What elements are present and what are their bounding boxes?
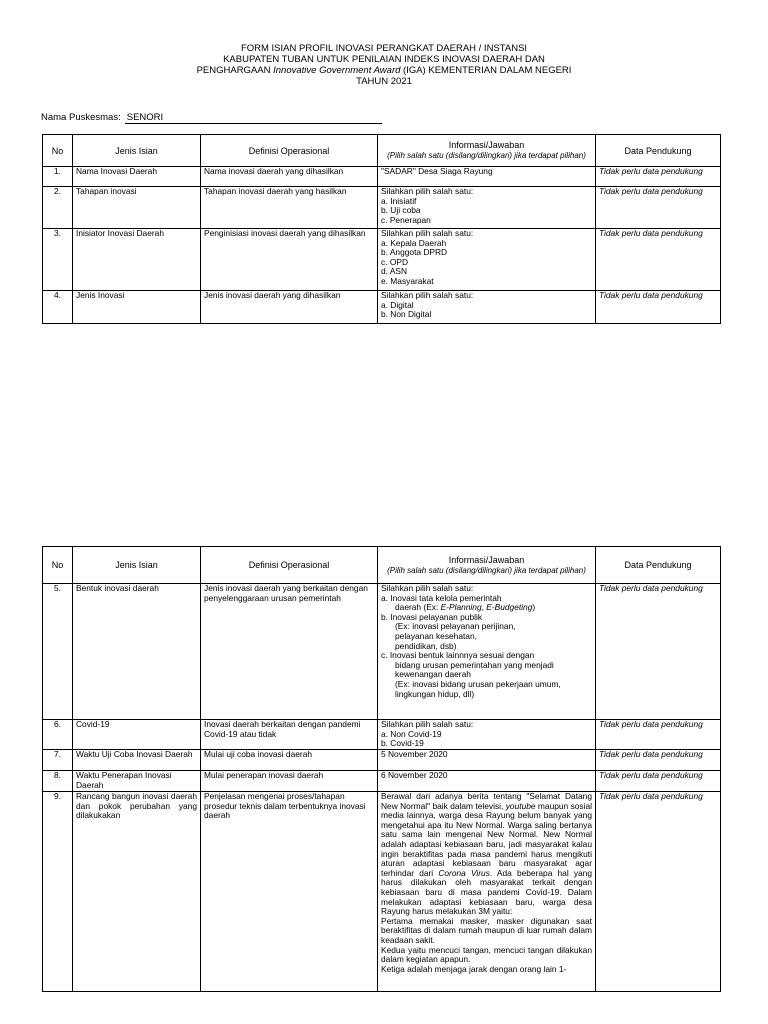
example-text: daerah (Ex: (395, 602, 441, 613)
option-item[interactable]: a. Inovasi tata kelola pemerintah (381, 592, 502, 603)
row-jenis: Covid-19 (73, 720, 201, 750)
table-row (43, 187, 721, 229)
option-item[interactable]: c. OPD (381, 256, 408, 267)
header-informasi-label: Informasi/Jawaban (448, 140, 525, 150)
row-info[interactable]: 6 November 2020 (378, 771, 596, 792)
row-definisi: Jenis inovasi daerah yang berkaitan dengan penyelenggaraan urusan pemerintah (201, 584, 378, 720)
row-definisi: Jenis inovasi daerah yang dihasilkan (201, 291, 378, 324)
header-informasi (378, 135, 596, 167)
table-row (43, 167, 721, 187)
row-jenis: Bentuk inovasi daerah (73, 584, 201, 720)
header-no: No (43, 135, 73, 167)
option-example: (Ex: inovasi bidang urusan pekerjaan umum, (395, 678, 561, 689)
row-jenis: Tahapan inovasi (73, 187, 201, 229)
header-informasi (378, 547, 596, 584)
table-header-row (43, 135, 721, 167)
row-definisi: Tahapan inovasi daerah yang hasilkan (201, 187, 378, 229)
title-line-2: KABUPATEN TUBAN UNTUK PENILAIAN INDEKS INOVASI DAERAH DAN (223, 54, 545, 65)
option-item[interactable]: e. Masyarakat (381, 275, 434, 286)
header-definisi: Definisi Operasional (201, 135, 378, 167)
info-lead: Silahkan pilih salah satu: (381, 228, 474, 238)
option-item[interactable]: a. Non Covid-19 (381, 728, 442, 739)
option-continuation: bidang urusan pemerintahan yang menjadi (395, 659, 554, 670)
nama-puskesmas-field (41, 112, 382, 124)
row-definisi: Inovasi daerah berkaitan dengan pandemi Covid-19 atau tidak (201, 720, 378, 750)
row-pendukung: Tidak perlu data pendukung (596, 750, 721, 771)
title-line-3-pre: PENGHARGAAN (196, 65, 274, 76)
form-table-2 (42, 546, 721, 992)
option-item[interactable]: b. Covid-19 (381, 738, 424, 749)
row-jenis: Rancang bangun inovasi daerah dan pokok perubahan yang dilakukakan (73, 792, 201, 992)
row-definisi: Mulai penerapan inovasi daerah (201, 771, 378, 792)
row-no: 2. (43, 187, 73, 229)
info-paragraph-4: Ketiga adalah menjaga jarak dengan orang lain 1- (381, 963, 567, 974)
table-row (43, 291, 721, 324)
row-jenis: Inisiator Inovasi Daerah (73, 229, 201, 291)
title-line-1: FORM ISIAN PROFIL INOVASI PERANGKAT DAERAH / INSTANSI (240, 43, 528, 54)
paragraph-italic: youtube (505, 800, 536, 811)
option-example: pelayanan kesehatan, (395, 630, 477, 641)
row-no: 5. (43, 584, 73, 720)
header-pendukung: Data Pendukung (596, 135, 721, 167)
row-pendukung: Tidak perlu data pendukung (596, 291, 721, 324)
paragraph-italic: Corona Virus (438, 867, 490, 878)
option-item[interactable]: b. Inovasi pelayanan publik (381, 611, 483, 622)
header-jenis: Jenis Isian (73, 547, 201, 584)
row-info (378, 291, 596, 324)
option-item[interactable]: b. Non Digital (381, 309, 432, 320)
row-pendukung: Tidak perlu data pendukung (596, 187, 721, 229)
table-row (43, 229, 721, 291)
row-pendukung: Tidak perlu data pendukung (596, 771, 721, 792)
row-jenis: Nama Inovasi Daerah (73, 167, 201, 187)
row-info[interactable]: 5 November 2020 (378, 750, 596, 771)
option-item[interactable]: d. ASN (381, 266, 408, 277)
option-item[interactable]: c. Penerapan (381, 214, 431, 225)
paragraph-text: . Ada beberapa hal yang harus dilakukan oleh masyarakat terkait dengan kebiasaan baru di masa pandemi Covid-19. Dalam melakukan adaptasi kebiasaan baru, warga desa Rayung harus melakukan 3M yaitu: (381, 867, 592, 917)
header-informasi-label: Informasi/Jawaban (448, 554, 525, 565)
row-jenis: Waktu Uji Coba Inovasi Daerah (73, 750, 201, 771)
nama-puskesmas-value[interactable]: SENORI (125, 112, 382, 124)
row-no: 8. (43, 771, 73, 792)
header-pendukung: Data Pendukung (596, 547, 721, 584)
table-row (43, 792, 721, 992)
paragraph-text: Berawal dari adanya berita tentang "Selamat Datang New Normal" baik dalam televisi, (381, 791, 592, 811)
example-text: , (481, 602, 487, 613)
option-example: (Ex: inovasi pelayanan perijinan, (395, 621, 516, 632)
row-no: 3. (43, 229, 73, 291)
row-pendukung: Tidak perlu data pendukung (596, 584, 721, 720)
info-lead: Silahkan pilih salah satu: (381, 719, 474, 729)
option-example: lingkungan hidup, dll) (395, 688, 475, 699)
option-example: pendidikan, dsb) (395, 640, 457, 651)
title-line-3-post: (IGA) KEMENTERIAN DALAM NEGERI (400, 65, 572, 76)
table-row (43, 720, 721, 750)
header-informasi-sub: (Pilih salah satu (disilang/dilingkari) jika terdapat pilihan) (387, 151, 586, 160)
row-info[interactable] (378, 792, 596, 992)
title-line-3-italic: Innovative Government Award (273, 65, 401, 76)
option-item[interactable]: a. Inisiatif (381, 195, 417, 206)
option-item[interactable]: b. Uji coba (381, 205, 421, 216)
table-row (43, 750, 721, 771)
row-info (378, 187, 596, 229)
header-jenis: Jenis Isian (73, 135, 201, 167)
example-text: ) (532, 602, 536, 613)
table-row (43, 771, 721, 792)
row-pendukung: Tidak perlu data pendukung (596, 229, 721, 291)
title-line-3 (0, 65, 768, 76)
paragraph-text: maupun sosial media lainnya, warga desa Rayung belum banyak yang mengetahui apa itu New Normal. Warga saling bertanya satu sama lain mengenai New Normal. New Normal adalah adaptasi kebiasaan baru, jadi masyarakat kalau ingin beraktifitas pada masa pandemi harus mengikuti aturan adaptasi kebiasaan baru masyarakat agar terhindar dari (381, 800, 592, 878)
form-title (0, 43, 768, 87)
table-row (43, 584, 721, 720)
option-item[interactable]: a. Kepala Daerah (381, 237, 447, 248)
row-info (378, 229, 596, 291)
info-paragraph-3: Kedua yaitu mencuci tangan, mencuci tangan dilakukan dalam kegiatan apapun. (381, 944, 592, 965)
option-item[interactable]: c. Inovasi bentuk lainnnya sesuai dengan (381, 650, 535, 661)
row-pendukung: Tidak perlu data pendukung (596, 720, 721, 750)
row-pendukung: Tidak perlu data pendukung (596, 792, 721, 992)
info-paragraph-2: Pertama memakai masker, masker digunakan saat beraktifitas di dalam rumah maupun di luar rumah dalam keadaan sakit. (381, 915, 592, 945)
row-no: 7. (43, 750, 73, 771)
row-no: 6. (43, 720, 73, 750)
example-italic: E-Planning (440, 602, 482, 613)
info-lead: Silahkan pilih salah satu: (381, 583, 474, 593)
row-definisi: Nama inovasi daerah yang dihasilkan (201, 167, 378, 187)
row-definisi: Penginisiasi inovasi daerah yang dihasilkan (201, 229, 378, 291)
nama-puskesmas-label: Nama Puskesmas: (41, 112, 121, 123)
row-jenis: Jenis Inovasi (73, 291, 201, 324)
row-definisi: Mulai uji coba inovasi daerah (201, 750, 378, 771)
row-no: 4. (43, 291, 73, 324)
info-paragraph-1 (381, 792, 592, 917)
example-italic: E-Budgeting (486, 602, 533, 613)
header-no: No (43, 547, 73, 584)
row-no: 1. (43, 167, 73, 187)
row-jenis: Waktu Penerapan Inovasi Daerah (73, 771, 201, 792)
table-header-row (43, 547, 721, 584)
info-lead: Silahkan pilih salah satu: (381, 290, 474, 300)
row-info (378, 584, 596, 720)
row-definisi: Penjelasan mengenai proses/tahapan prosedur teknis dalam terbentuknya inovasi daerah (201, 792, 378, 992)
info-lead: Silahkan pilih salah satu: (381, 186, 474, 196)
row-info (378, 720, 596, 750)
header-definisi: Definisi Operasional (201, 547, 378, 584)
row-info[interactable]: "SADAR" Desa Siaga Rayung (378, 167, 596, 187)
option-item[interactable]: b. Anggota DPRD (381, 247, 448, 258)
option-continuation: kewenangan daerah (395, 669, 471, 680)
row-no: 9. (43, 792, 73, 992)
row-pendukung: Tidak perlu data pendukung (596, 167, 721, 187)
form-table-1 (42, 134, 721, 324)
option-item[interactable]: a. Digital (381, 299, 414, 310)
title-line-4: TAHUN 2021 (356, 76, 412, 87)
header-informasi-sub: (Pilih salah satu (disilang/dilingkari) jika terdapat pilihan) (387, 565, 586, 575)
